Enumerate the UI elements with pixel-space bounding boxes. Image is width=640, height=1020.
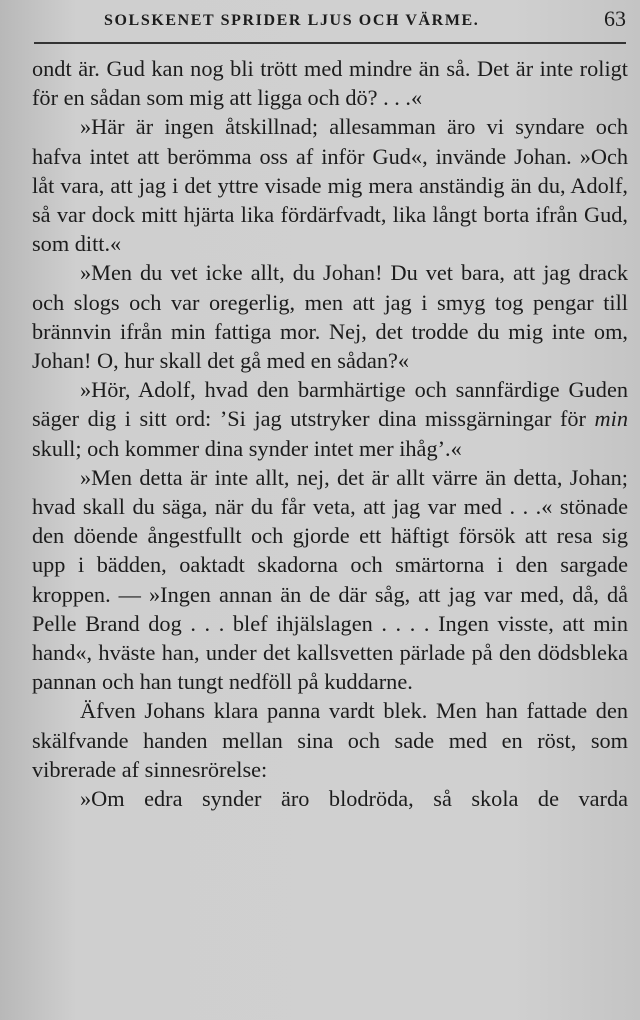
header-rule [34, 42, 626, 44]
page-number: 63 [604, 6, 626, 31]
paragraph-text: »Hör, Adolf, hvad den barmhärtige och sannfärdige Guden säger dig i sitt ord: ’Si jag utstryker dina missgärningar för [32, 377, 628, 432]
paragraph: Äfven Johans klara panna vardt blek. Men han fattade den skälfvande handen mellan sina och sade med en röst, som vibrerade af sinnesrörelse: [32, 698, 628, 782]
emphasis: min [594, 406, 628, 432]
body-text [32, 54, 628, 813]
paragraph: »Om edra synder äro blodröda, så skola de varda [80, 786, 628, 812]
paragraph: »Här är ingen åtskillnad; allesamman äro vi syndare och hafva intet att berömma oss af inför Gud«, invände Johan. »Och låt vara, att jag i det yttre visade mig mera anständig än du, Adolf, så var dock mitt hjärta lika fördärfvadt, lika långt borta ifrån Gud, som ditt.« [32, 114, 628, 257]
page-header [34, 6, 626, 36]
paragraph-text: skull; och kommer dina synder intet mer ihåg’.« [32, 435, 462, 461]
paragraph: »Men detta är inte allt, nej, det är allt värre än detta, Johan; hvad skall du säga, när du får veta, att jag var med . . .« stönade den döende ångestfullt och gjorde ett häftigt försök att resa sig upp i bädden, oaktadt skadorna och smärtorna i den sargade kroppen. — »Ingen annan än de där såg, att jag var med, då, då Pelle Brand dog . . . blef ihjälslagen . . . . Ingen visste, att min hand«, hväste han, under det kallsvetten pärlade på den dödsbleka pannan och han tungt nedföll på kuddarne. [32, 464, 628, 695]
paragraph: »Men du vet icke allt, du Johan! Du vet bara, att jag drack och slogs och var oregerlig, men att jag i smyg tog pengar till brännvin ifrån min fattiga mor. Nej, det trodde du mig inte om, Johan! O, hur skall det gå med en sådan?« [32, 260, 628, 374]
paragraph: ondt är. Gud kan nog bli trött med mindre än så. Det är inte roligt för en sådan som mig att ligga och dö? . . .« [32, 56, 628, 111]
paragraph [32, 375, 628, 463]
running-head: SOLSKENET SPRIDER LJUS OCH VÄRME. [104, 12, 480, 29]
